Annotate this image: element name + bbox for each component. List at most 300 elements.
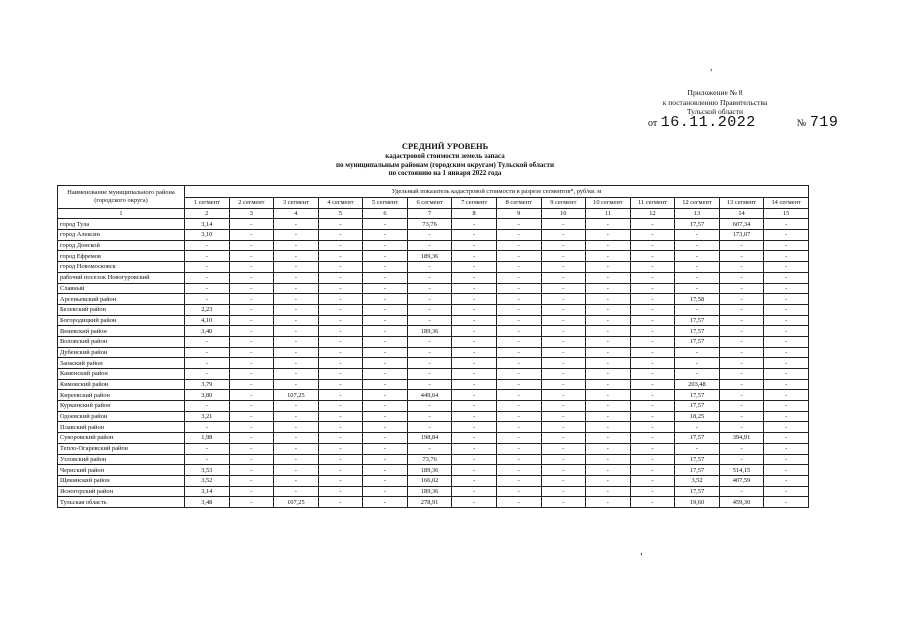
appendix-line-1: Приложение № 8 <box>687 88 743 97</box>
value-cell: - <box>407 230 452 241</box>
value-cell: - <box>630 219 675 230</box>
value-cell: - <box>586 390 631 401</box>
value-cell: 17,57 <box>675 465 720 476</box>
value-cell: - <box>719 422 764 433</box>
value-cell: - <box>452 347 497 358</box>
value-cell: - <box>764 240 809 251</box>
value-cell: 394,91 <box>719 433 764 444</box>
row-name-cell: Киреевский район <box>58 390 185 401</box>
value-cell: - <box>764 497 809 508</box>
value-cell: - <box>496 379 541 390</box>
value-cell: - <box>363 230 408 241</box>
value-cell: - <box>452 262 497 273</box>
value-cell: - <box>764 390 809 401</box>
value-cell: - <box>764 379 809 390</box>
value-cell: - <box>229 486 274 497</box>
appendix-block <box>640 88 790 117</box>
value-cell: - <box>586 272 631 283</box>
value-cell: - <box>630 475 675 486</box>
value-cell: - <box>318 326 363 337</box>
value-cell: - <box>541 486 586 497</box>
header-column-number: 1 <box>58 208 185 219</box>
value-cell: - <box>630 454 675 465</box>
value-cell: - <box>229 304 274 315</box>
value-cell: - <box>452 369 497 380</box>
row-name-cell: город Ефремов <box>58 251 185 262</box>
value-cell: - <box>274 358 319 369</box>
value-cell: - <box>496 443 541 454</box>
document-subtitle-1: кадастровой стоимости земель запаса <box>385 152 505 160</box>
value-cell: - <box>363 283 408 294</box>
value-cell: - <box>719 251 764 262</box>
value-cell: - <box>318 262 363 273</box>
value-cell: 107,25 <box>274 497 319 508</box>
value-cell: - <box>363 454 408 465</box>
value-cell: - <box>452 486 497 497</box>
header-segment-9: 9 сегмент <box>541 198 586 209</box>
value-cell: - <box>586 433 631 444</box>
scan-speck: ' <box>640 552 643 563</box>
value-cell: 17,57 <box>675 486 720 497</box>
value-cell: - <box>541 294 586 305</box>
value-cell: 3,79 <box>185 379 230 390</box>
value-cell: - <box>719 240 764 251</box>
value-cell: - <box>185 358 230 369</box>
value-cell: - <box>452 304 497 315</box>
value-cell: 607,34 <box>719 219 764 230</box>
value-cell: - <box>541 358 586 369</box>
value-cell: - <box>764 262 809 273</box>
value-cell: - <box>452 326 497 337</box>
value-cell: - <box>630 294 675 305</box>
row-name-cell: Дубенский район <box>58 347 185 358</box>
value-cell: - <box>185 443 230 454</box>
value-cell: - <box>318 230 363 241</box>
header-name-column: Наименование муниципального района (городского округа) <box>58 186 185 209</box>
row-name-cell: город Алексин <box>58 230 185 241</box>
value-cell: - <box>630 401 675 412</box>
value-cell: - <box>496 401 541 412</box>
value-cell: - <box>630 411 675 422</box>
value-cell: - <box>452 358 497 369</box>
value-cell: - <box>630 369 675 380</box>
value-cell: - <box>630 336 675 347</box>
value-cell: - <box>318 411 363 422</box>
value-cell: - <box>630 230 675 241</box>
value-cell: - <box>407 272 452 283</box>
table-row <box>58 294 809 305</box>
value-cell: - <box>764 443 809 454</box>
value-cell: - <box>630 315 675 326</box>
value-cell: - <box>274 369 319 380</box>
value-cell: - <box>318 358 363 369</box>
value-cell: - <box>407 379 452 390</box>
value-cell: - <box>318 433 363 444</box>
value-cell: - <box>229 422 274 433</box>
value-cell: - <box>407 262 452 273</box>
value-cell: - <box>719 272 764 283</box>
value-cell: 3,52 <box>185 475 230 486</box>
value-cell: 189,36 <box>407 465 452 476</box>
value-cell: - <box>719 283 764 294</box>
value-cell: - <box>541 379 586 390</box>
value-cell: - <box>586 347 631 358</box>
header-segment-14: 14 сегмент <box>764 198 809 209</box>
value-cell: - <box>541 465 586 476</box>
value-cell: - <box>541 219 586 230</box>
value-cell: - <box>541 262 586 273</box>
value-cell: - <box>229 230 274 241</box>
value-cell: - <box>630 433 675 444</box>
value-cell: - <box>496 304 541 315</box>
value-cell: 203,48 <box>675 379 720 390</box>
value-cell: - <box>496 475 541 486</box>
document-subtitle-2: по муниципальным районам (городским округам) Тульской области <box>336 160 554 169</box>
header-column-number: 12 <box>630 208 675 219</box>
value-cell: - <box>363 315 408 326</box>
value-cell: - <box>586 411 631 422</box>
document-subtitle-3: по состоянию на 1 января 2022 года <box>388 169 502 177</box>
value-cell: 189,36 <box>407 251 452 262</box>
value-cell: - <box>407 336 452 347</box>
value-cell: - <box>407 411 452 422</box>
value-cell: - <box>229 369 274 380</box>
value-cell: - <box>496 326 541 337</box>
row-name-cell: Узловский район <box>58 454 185 465</box>
value-cell: - <box>496 336 541 347</box>
row-name-cell: Арсеньевский район <box>58 294 185 305</box>
value-cell: - <box>229 347 274 358</box>
value-cell: - <box>586 369 631 380</box>
value-cell: - <box>318 379 363 390</box>
header-segment-7: 7 сегмент <box>452 198 497 209</box>
table-row <box>58 219 809 230</box>
value-cell: - <box>407 304 452 315</box>
value-cell: 19,60 <box>675 497 720 508</box>
header-column-number: 10 <box>541 208 586 219</box>
row-name-cell: город Тула <box>58 219 185 230</box>
value-cell: - <box>675 369 720 380</box>
value-cell: - <box>318 251 363 262</box>
value-cell: 17,57 <box>675 401 720 412</box>
value-cell: - <box>363 326 408 337</box>
value-cell: - <box>630 379 675 390</box>
decree-from-label: от <box>648 118 658 129</box>
value-cell: - <box>274 304 319 315</box>
value-cell: - <box>363 294 408 305</box>
value-cell: - <box>363 433 408 444</box>
value-cell: - <box>719 336 764 347</box>
value-cell: - <box>274 443 319 454</box>
value-cell: - <box>318 304 363 315</box>
header-segment-5: 5 сегмент <box>363 198 408 209</box>
value-cell: - <box>407 347 452 358</box>
value-cell: - <box>229 240 274 251</box>
table-row <box>58 401 809 412</box>
value-cell: - <box>407 369 452 380</box>
table-row <box>58 422 809 433</box>
value-cell: - <box>541 401 586 412</box>
value-cell: 4,10 <box>185 315 230 326</box>
value-cell: - <box>541 475 586 486</box>
value-cell: - <box>185 336 230 347</box>
table-row <box>58 272 809 283</box>
value-cell: - <box>407 315 452 326</box>
value-cell: - <box>586 251 631 262</box>
value-cell: 73,76 <box>407 219 452 230</box>
value-cell: - <box>318 422 363 433</box>
value-cell: - <box>229 262 274 273</box>
value-cell: - <box>675 240 720 251</box>
header-segment-4: 4 сегмент <box>318 198 363 209</box>
table-row <box>58 336 809 347</box>
value-cell: - <box>764 454 809 465</box>
value-cell: - <box>452 240 497 251</box>
header-segment-8: 8 сегмент <box>496 198 541 209</box>
value-cell: - <box>630 272 675 283</box>
value-cell: 3,40 <box>185 326 230 337</box>
header-segment-1: 1 сегмент <box>185 198 230 209</box>
value-cell: - <box>452 475 497 486</box>
value-cell: - <box>185 262 230 273</box>
table-row <box>58 326 809 337</box>
header-column-number: 3 <box>229 208 274 219</box>
value-cell: 3,10 <box>185 230 230 241</box>
value-cell: - <box>452 454 497 465</box>
value-cell: - <box>318 219 363 230</box>
value-cell: - <box>496 422 541 433</box>
table-row <box>58 379 809 390</box>
value-cell: - <box>630 251 675 262</box>
value-cell: - <box>452 251 497 262</box>
value-cell: 73,76 <box>407 454 452 465</box>
value-cell: - <box>229 401 274 412</box>
value-cell: - <box>185 401 230 412</box>
value-cell: - <box>541 454 586 465</box>
value-cell: 17,57 <box>675 390 720 401</box>
value-cell: - <box>363 240 408 251</box>
value-cell: - <box>496 262 541 273</box>
value-cell: - <box>719 390 764 401</box>
value-cell: - <box>586 230 631 241</box>
value-cell: - <box>274 454 319 465</box>
value-cell: 449,64 <box>407 390 452 401</box>
value-cell: 173,07 <box>719 230 764 241</box>
value-cell: - <box>363 272 408 283</box>
value-cell: - <box>318 497 363 508</box>
value-cell: 189,36 <box>407 486 452 497</box>
row-name-cell: город Новомосковск <box>58 262 185 273</box>
value-cell: - <box>229 315 274 326</box>
value-cell: - <box>274 262 319 273</box>
value-cell: - <box>407 422 452 433</box>
value-cell: - <box>496 369 541 380</box>
value-cell: 3,14 <box>185 219 230 230</box>
value-cell: - <box>407 283 452 294</box>
table-row <box>58 465 809 476</box>
row-name-cell: Чернский район <box>58 465 185 476</box>
value-cell: - <box>496 219 541 230</box>
value-cell: - <box>363 497 408 508</box>
value-cell: 2,23 <box>185 304 230 315</box>
value-cell: 166,02 <box>407 475 452 486</box>
value-cell: - <box>229 465 274 476</box>
value-cell: - <box>229 251 274 262</box>
value-cell: - <box>274 486 319 497</box>
value-cell: - <box>274 326 319 337</box>
value-cell: - <box>586 454 631 465</box>
row-name-cell: Плавский район <box>58 422 185 433</box>
header-column-number: 15 <box>764 208 809 219</box>
value-cell: - <box>764 411 809 422</box>
value-cell: 278,91 <box>407 497 452 508</box>
value-cell: 17,57 <box>675 315 720 326</box>
value-cell: - <box>719 443 764 454</box>
value-cell: - <box>363 443 408 454</box>
document-title: СРЕДНИЙ УРОВЕНЬ <box>401 141 489 151</box>
value-cell: - <box>274 401 319 412</box>
value-cell: - <box>363 401 408 412</box>
row-name-cell: Заокский район <box>58 358 185 369</box>
value-cell: - <box>229 454 274 465</box>
decree-number-label: № <box>796 118 807 129</box>
value-cell: - <box>363 379 408 390</box>
value-cell: - <box>452 336 497 347</box>
table-body <box>58 219 809 508</box>
value-cell: 514,15 <box>719 465 764 476</box>
value-cell: - <box>719 358 764 369</box>
value-cell: - <box>675 251 720 262</box>
table-row <box>58 347 809 358</box>
value-cell: - <box>630 304 675 315</box>
row-name-cell: Белевский район <box>58 304 185 315</box>
value-cell: - <box>675 347 720 358</box>
decree-line <box>648 114 838 131</box>
value-cell: - <box>630 443 675 454</box>
value-cell: - <box>541 336 586 347</box>
value-cell: - <box>675 358 720 369</box>
value-cell: - <box>452 219 497 230</box>
value-cell: - <box>675 262 720 273</box>
value-cell: - <box>719 304 764 315</box>
value-cell: - <box>764 465 809 476</box>
value-cell: - <box>764 347 809 358</box>
value-cell: - <box>630 283 675 294</box>
value-cell: - <box>318 401 363 412</box>
table-row <box>58 315 809 326</box>
value-cell: - <box>675 443 720 454</box>
value-cell: - <box>407 401 452 412</box>
value-cell: 1,98 <box>185 433 230 444</box>
value-cell: - <box>764 230 809 241</box>
value-cell: - <box>675 230 720 241</box>
value-cell: 17,57 <box>675 433 720 444</box>
value-cell: - <box>630 465 675 476</box>
value-cell: - <box>496 390 541 401</box>
value-cell: - <box>764 219 809 230</box>
value-cell: - <box>541 315 586 326</box>
row-name-cell: Славный <box>58 283 185 294</box>
table-row <box>58 369 809 380</box>
row-name-cell: рабочий поселок Новогуровский <box>58 272 185 283</box>
value-cell: - <box>719 401 764 412</box>
value-cell: - <box>719 486 764 497</box>
value-cell: - <box>229 411 274 422</box>
value-cell: - <box>541 443 586 454</box>
value-cell: - <box>452 497 497 508</box>
value-cell: - <box>363 219 408 230</box>
value-cell: - <box>586 401 631 412</box>
value-cell: - <box>586 475 631 486</box>
value-cell: - <box>318 369 363 380</box>
value-cell: - <box>229 390 274 401</box>
table-row <box>58 497 809 508</box>
value-cell: - <box>586 262 631 273</box>
value-cell: - <box>496 486 541 497</box>
value-cell: - <box>586 219 631 230</box>
value-cell: - <box>274 230 319 241</box>
value-cell: - <box>541 272 586 283</box>
value-cell: 17,57 <box>675 219 720 230</box>
value-cell: - <box>719 326 764 337</box>
value-cell: - <box>719 262 764 273</box>
header-segment-12: 12 сегмент <box>675 198 720 209</box>
header-column-number: 11 <box>586 208 631 219</box>
value-cell: 189,36 <box>407 326 452 337</box>
value-cell: - <box>363 390 408 401</box>
value-cell: - <box>764 475 809 486</box>
value-cell: - <box>363 304 408 315</box>
value-cell: - <box>496 411 541 422</box>
decree-number: 719 <box>809 114 839 131</box>
value-cell: - <box>586 379 631 390</box>
value-cell: - <box>496 347 541 358</box>
value-cell: - <box>274 294 319 305</box>
value-cell: - <box>586 304 631 315</box>
row-name-cell: Тепло-Огаревский район <box>58 443 185 454</box>
header-segment-2: 2 сегмент <box>229 198 274 209</box>
row-name-cell: Кимовский район <box>58 379 185 390</box>
value-cell: - <box>586 486 631 497</box>
value-cell: - <box>229 497 274 508</box>
header-segment-3: 3 сегмент <box>274 198 319 209</box>
value-cell: - <box>630 486 675 497</box>
value-cell: - <box>274 272 319 283</box>
value-cell: - <box>363 465 408 476</box>
value-cell: - <box>496 251 541 262</box>
value-cell: - <box>496 230 541 241</box>
row-name-cell: Тульская область <box>58 497 185 508</box>
value-cell: - <box>363 422 408 433</box>
value-cell: - <box>318 294 363 305</box>
value-cell: - <box>496 497 541 508</box>
value-cell: - <box>185 294 230 305</box>
value-cell: - <box>407 358 452 369</box>
value-cell: 18,25 <box>675 411 720 422</box>
value-cell: - <box>719 369 764 380</box>
document-title-block <box>300 141 590 178</box>
header-segment-6: 6 сегмент <box>407 198 452 209</box>
value-cell: - <box>407 443 452 454</box>
value-cell: - <box>496 272 541 283</box>
value-cell: - <box>318 486 363 497</box>
value-cell: 407,59 <box>719 475 764 486</box>
value-cell: - <box>541 230 586 241</box>
value-cell: - <box>274 219 319 230</box>
value-cell: - <box>586 358 631 369</box>
value-cell: 17,57 <box>675 326 720 337</box>
value-cell: - <box>229 379 274 390</box>
